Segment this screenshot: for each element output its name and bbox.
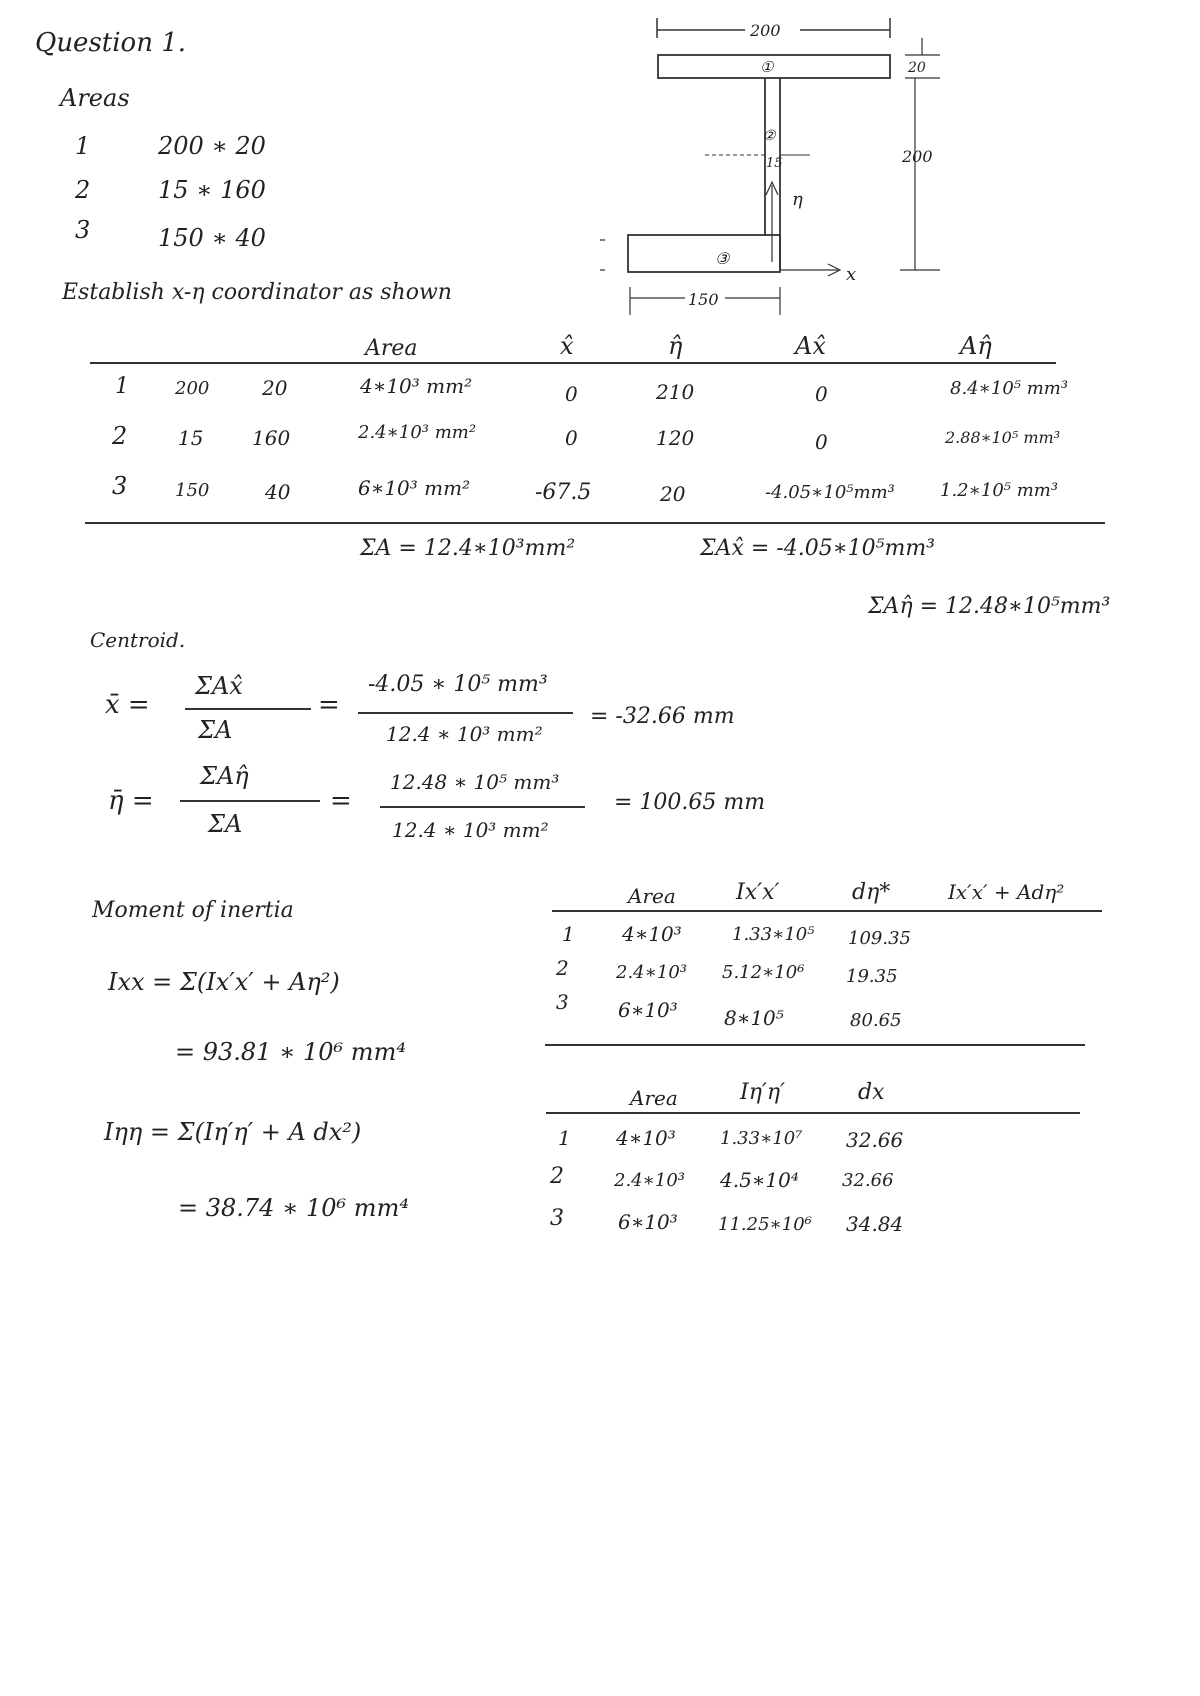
establish-note: Establish x-η coordinator as shown: [62, 280, 452, 305]
t3-header-dx: dx: [858, 1080, 885, 1105]
centroid-eta-den: ΣA: [208, 810, 243, 838]
t1-cell-n: 1: [115, 374, 129, 399]
t3-cell-n: 1: [558, 1126, 571, 1150]
t2-cell-n: 3: [556, 990, 569, 1014]
t1-header-xhat: x̂: [560, 332, 574, 360]
t3-cell-i: 11.25∗10⁶: [718, 1214, 812, 1235]
t1-cell-eta: 210: [656, 380, 695, 404]
t1-cell-area: 4∗10³ mm²: [360, 374, 473, 398]
t2-header-area: Area: [628, 884, 676, 908]
t1-header-rule: [90, 362, 1056, 364]
t2-cell-d: 109.35: [848, 928, 911, 949]
ixx-result: = 93.81 ∗ 10⁶ mm⁴: [175, 1038, 406, 1066]
sum-area: ΣA = 12.4∗10³mm²: [360, 536, 576, 561]
centroid-eta-num2: 12.48 ∗ 10⁵ mm³: [390, 770, 560, 794]
inn-result: = 38.74 ∗ 10⁶ mm⁴: [178, 1194, 409, 1222]
t2-cell-n: 1: [562, 922, 575, 946]
t3-cell-area: 4∗10³: [616, 1126, 676, 1150]
t3-cell-area: 6∗10³: [618, 1210, 678, 1234]
t3-cell-area: 2.4∗10³: [614, 1170, 685, 1191]
flange-label: ①: [760, 58, 774, 76]
page-title: Question 1.: [35, 28, 187, 58]
t3-cell-i: 1.33∗10⁷: [720, 1128, 803, 1149]
web-label: ②: [763, 128, 776, 144]
centroid-x-num2: -4.05 ∗ 10⁵ mm³: [368, 672, 548, 697]
centroid-eta-fracline: [180, 800, 320, 802]
axis-x-label: x: [846, 264, 857, 285]
dim-total-height: 200: [902, 147, 933, 166]
centroid-eta-num: ΣAη̂: [200, 762, 249, 790]
t3-cell-i: 4.5∗10⁴: [720, 1168, 799, 1192]
sum-aeta: ΣAη̂ = 12.48∗10⁵mm³: [868, 594, 1111, 619]
t1-cell-b: 150: [175, 480, 210, 501]
t2-header-deta: dη*: [852, 880, 891, 905]
t1-cell-eta: 20: [660, 482, 686, 506]
t3-cell-n: 3: [550, 1206, 564, 1231]
t3-cell-n: 2: [550, 1164, 564, 1189]
flange-rect: [658, 55, 890, 78]
t1-cell-h: 20: [262, 376, 288, 400]
t3-header-area: Area: [630, 1086, 678, 1110]
centroid-eta-lhs: η̄ =: [108, 786, 154, 816]
t1-header-axhat: Ax̂: [795, 332, 826, 360]
bottom-flange-label: ③: [715, 249, 730, 268]
areas-heading: Areas: [60, 84, 130, 112]
t3-cell-d: 32.66: [842, 1170, 894, 1191]
t2-bottom-rule: [545, 1044, 1085, 1046]
centroid-heading: Centroid.: [90, 628, 186, 652]
t2-header-ixx: Ix′x′: [736, 880, 780, 905]
t1-cell-n: 2: [112, 422, 128, 450]
t2-cell-n: 2: [556, 956, 569, 980]
area-1-number: 1: [75, 132, 91, 160]
area-2-dims: 15 ∗ 160: [158, 176, 266, 204]
t1-cell-h: 40: [265, 480, 291, 504]
t3-header-rule: [546, 1112, 1080, 1114]
t1-cell-eta: 120: [656, 426, 695, 450]
t1-cell-x: -67.5: [535, 480, 592, 505]
centroid-x-den2: 12.4 ∗ 10³ mm²: [386, 722, 543, 746]
t1-cell-ax: 0: [815, 382, 828, 406]
t1-cell-area: 2.4∗10³ mm²: [358, 422, 477, 443]
t2-cell-d: 80.65: [850, 1010, 902, 1031]
centroid-x-eq: =: [318, 690, 340, 720]
centroid-x-fracline: [185, 708, 311, 710]
centroid-x-lhs: x̄ =: [105, 690, 150, 720]
centroid-eta-den2: 12.4 ∗ 10³ mm²: [392, 818, 549, 842]
cross-section-diagram: [600, 0, 960, 320]
t1-cell-aeta: 8.4∗10⁵ mm³: [950, 378, 1069, 399]
ixx-formula: Ixx = Σ(Ix′x′ + Aη²): [108, 968, 340, 996]
t3-header-inn: Iη′η′: [740, 1080, 786, 1105]
t1-header-etahat: η̂: [668, 332, 683, 360]
t2-cell-i: 1.33∗10⁵: [732, 924, 815, 945]
t1-bottom-rule: [85, 522, 1105, 524]
t2-cell-i: 8∗10⁵: [724, 1006, 784, 1030]
centroid-x-fracline2: [358, 712, 573, 714]
t2-cell-area: 2.4∗10³: [616, 962, 687, 983]
t1-header-area: Area: [365, 336, 418, 361]
t2-cell-area: 4∗10³: [622, 922, 682, 946]
t2-header-sum: Ix′x′ + Adη²: [948, 880, 1065, 904]
t1-cell-area: 6∗10³ mm²: [358, 476, 471, 500]
sum-ax: ΣAx̂ = -4.05∗10⁵mm³: [700, 536, 935, 561]
t3-cell-d: 34.84: [846, 1212, 904, 1236]
dim-flange-thickness: 20: [908, 60, 926, 76]
bottom-flange-rect: [628, 235, 780, 272]
area-1-dims: 200 ∗ 20: [158, 132, 266, 160]
t2-cell-i: 5.12∗10⁶: [722, 962, 805, 983]
t1-header-aetahat: Aη̂: [960, 332, 992, 360]
inertia-heading: Moment of inertia: [92, 898, 294, 923]
axis-eta-label: η: [792, 189, 803, 210]
t1-cell-x: 0: [565, 426, 578, 450]
area-3-dims: 150 ∗ 40: [158, 224, 266, 252]
t1-cell-h: 160: [252, 426, 291, 450]
centroid-eta-result: = 100.65 mm: [614, 790, 766, 815]
t1-cell-aeta: 1.2∗10⁵ mm³: [940, 480, 1059, 501]
area-3-number: 3: [75, 216, 91, 244]
t1-cell-ax: -4.05∗10⁵mm³: [765, 482, 895, 503]
t1-cell-b: 15: [178, 426, 204, 450]
centroid-eta-fracline2: [380, 806, 585, 808]
area-2-number: 2: [75, 176, 91, 204]
dim-top-width: 200: [750, 21, 781, 40]
t1-cell-b: 200: [175, 378, 210, 399]
centroid-x-num: ΣAx̂: [195, 672, 243, 700]
t2-cell-d: 19.35: [846, 966, 898, 987]
t1-cell-x: 0: [565, 382, 578, 406]
centroid-x-den: ΣA: [198, 716, 233, 744]
t1-cell-n: 3: [112, 472, 128, 500]
t2-cell-area: 6∗10³: [618, 998, 678, 1022]
t3-cell-d: 32.66: [846, 1128, 904, 1152]
inn-formula: Iηη = Σ(Iη′η′ + A dx²): [104, 1118, 362, 1146]
dim-bottom-width: 150: [688, 290, 719, 309]
t2-header-rule: [552, 910, 1102, 912]
centroid-eta-eq: =: [330, 786, 352, 816]
centroid-x-result: = -32.66 mm: [590, 704, 735, 729]
t1-cell-aeta: 2.88∗10⁵ mm³: [945, 428, 1061, 447]
t1-cell-ax: 0: [815, 430, 828, 454]
dim-web-thickness: 15: [766, 156, 783, 171]
